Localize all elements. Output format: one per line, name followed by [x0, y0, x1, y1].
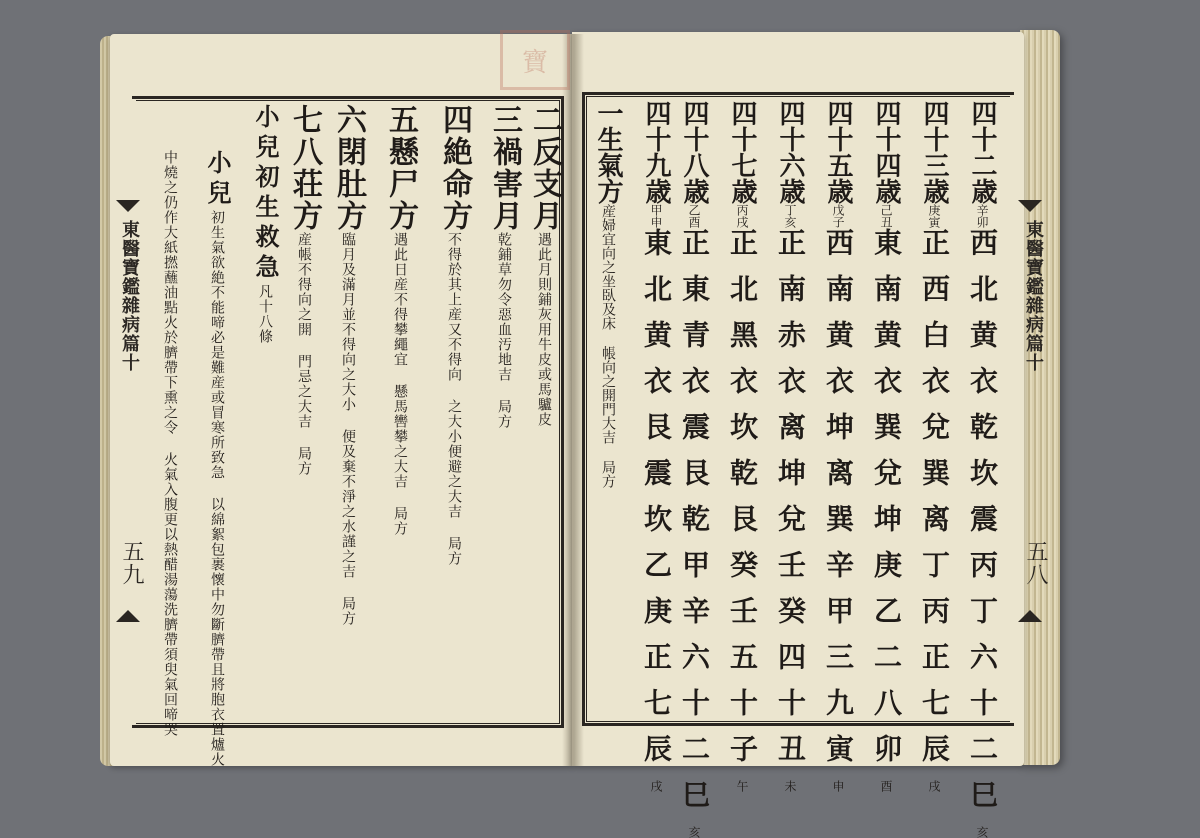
- left-col-3: [432, 104, 476, 566]
- col-heading: 二反支月: [527, 104, 562, 232]
- row-tag: 辛卯: [975, 204, 989, 228]
- col-note: 臨月及滿月並不得向之大小 便及棄不淨之水謹之吉 局方: [340, 232, 356, 626]
- right-margin-page-number: 五八: [1023, 540, 1048, 586]
- row-end: 未: [783, 780, 797, 792]
- col-heading: 五懸尸方: [383, 104, 418, 232]
- left-col-7: [248, 104, 283, 344]
- col-note: 凡十八條: [257, 284, 273, 344]
- page-stack-right: [1020, 30, 1060, 765]
- row-age: 四十五歳: [823, 100, 853, 204]
- row-end: 午: [735, 780, 749, 792]
- left-col-8: [200, 150, 235, 767]
- col-heading: 小兒初生救急: [251, 104, 280, 284]
- row-age: 四十四歳: [871, 100, 901, 204]
- row-text: 東南黄衣巽兌坤庚乙二八卯: [870, 228, 903, 780]
- right-row-7: [674, 100, 714, 838]
- row-age: 四十七歳: [727, 100, 757, 204]
- row-age: 四十八歳: [679, 100, 709, 204]
- col-heading: 六閉肚方: [331, 104, 366, 232]
- col-heading: 七八荘方: [287, 104, 322, 232]
- row-tag: 丁亥: [783, 204, 797, 228]
- left-col-2: [482, 104, 526, 429]
- row-tag: 甲申: [649, 204, 663, 228]
- row-text: 西北黄衣乾坎震丙丁六十二巳: [966, 228, 999, 826]
- row-age: 四十三歳: [919, 100, 949, 204]
- library-seal: [500, 30, 570, 90]
- row-tag: 己丑: [879, 204, 893, 228]
- col-note: 不得於其上産又不得向 之大小便避之大吉 局方: [446, 232, 462, 566]
- row-age: 四十六歳: [775, 100, 805, 204]
- row-text: 正南赤衣离坤兌壬癸四十丑: [774, 228, 807, 780]
- left-col-9: [160, 150, 180, 737]
- right-intro-column: [590, 100, 627, 488]
- row-end: 酉: [879, 780, 893, 792]
- col-note: 初生氣欲絶不能啼必是難産或冒寒所致急 以綿絮包裹懷中勿斷臍帶且將胞衣置爐火: [209, 210, 225, 767]
- right-row-1: [962, 100, 1002, 838]
- left-margin-title: 東醫寶鑑雜病篇十: [119, 220, 140, 372]
- row-age: 四十二歳: [967, 100, 997, 204]
- intro-heading: 一生氣方: [593, 100, 623, 204]
- col-heading: 三禍害月: [487, 104, 522, 232]
- right-margin-title: 東醫寶鑑雜病篇十: [1023, 220, 1044, 372]
- left-margin-page-number: 五九: [119, 540, 144, 586]
- right-row-8: [636, 100, 676, 792]
- row-end: 亥: [975, 826, 989, 838]
- right-row-4: [818, 100, 858, 792]
- col-heading: 小兒: [203, 150, 232, 210]
- row-end: 申: [831, 780, 845, 792]
- left-col-1: [522, 104, 566, 427]
- left-col-6: [282, 104, 326, 476]
- row-end: 戌: [927, 780, 941, 792]
- seal-glyph: 寶: [521, 47, 548, 78]
- right-row-2: [914, 100, 954, 792]
- row-tag: 丙戌: [735, 204, 749, 228]
- col-note: 遇此月則鋪灰用牛皮或馬驢皮: [536, 232, 552, 427]
- row-text: 正西白衣兌巽离丁丙正七辰: [918, 228, 951, 780]
- row-text: 東北黄衣艮震坎乙庚正七辰: [640, 228, 673, 780]
- col-note: 産帳不得向之開 門忌之大吉 局方: [296, 232, 312, 476]
- right-row-5: [770, 100, 810, 792]
- row-tag: 戊子: [831, 204, 845, 228]
- col-note: 乾鋪草勿令惡血汚地吉 局方: [496, 232, 512, 429]
- row-tag: 庚寅: [927, 204, 941, 228]
- row-text: 西南黄衣坤离巽辛甲三九寅: [822, 228, 855, 780]
- col-note: 中燒之仍作大紙撚蘸油點火於臍帶下熏之令 火氣入腹更以熱醋湯蕩洗臍帶須臾氣回啼哭: [162, 150, 178, 737]
- row-age: 四十九歳: [641, 100, 671, 204]
- row-text: 正東青衣震艮乾甲辛六十二巳: [678, 228, 711, 826]
- row-end: 亥: [687, 826, 701, 838]
- row-end: 戌: [649, 780, 663, 792]
- right-row-6: [722, 100, 762, 792]
- intro-note: 産婦宜向之坐臥及床 帳向之開門大吉 局方: [600, 204, 616, 488]
- col-heading: 四絶命方: [437, 104, 472, 232]
- col-note: 遇此日産不得攀繩宜 懸馬轡攀之大吉 局方: [392, 232, 408, 536]
- row-text: 正北黑衣坎乾艮癸壬五十子: [726, 228, 759, 780]
- left-col-4: [378, 104, 422, 536]
- right-row-3: [866, 100, 906, 792]
- left-col-5: [326, 104, 370, 626]
- row-tag: 乙酉: [687, 204, 701, 228]
